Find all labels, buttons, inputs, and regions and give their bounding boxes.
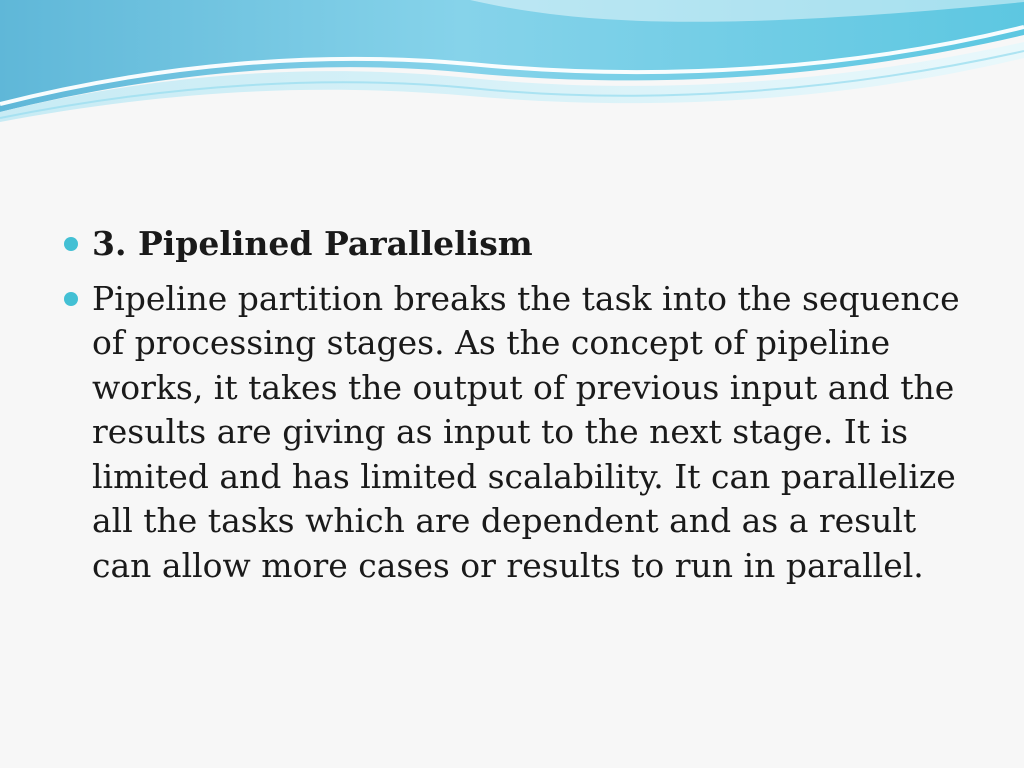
round-bullet-icon: [64, 292, 78, 306]
bullet-item-heading: [62, 222, 972, 267]
bullet-item-body: [62, 277, 972, 589]
slide-body-text: Pipeline partition breaks the task into the sequence of processing stages. As the concept of pipeline works, it takes the output of previous input and the results are giving as input to the next stage. It is limited and has limited scalability. It can parallelize all the tasks which are dependent and as a result can allow more cases or results to run in parallel.: [92, 278, 960, 585]
slide-content: [62, 222, 972, 588]
round-bullet-icon: [64, 237, 78, 251]
header-wave-decoration: [0, 0, 1024, 130]
slide-heading: 3. Pipelined Parallelism: [92, 224, 533, 263]
